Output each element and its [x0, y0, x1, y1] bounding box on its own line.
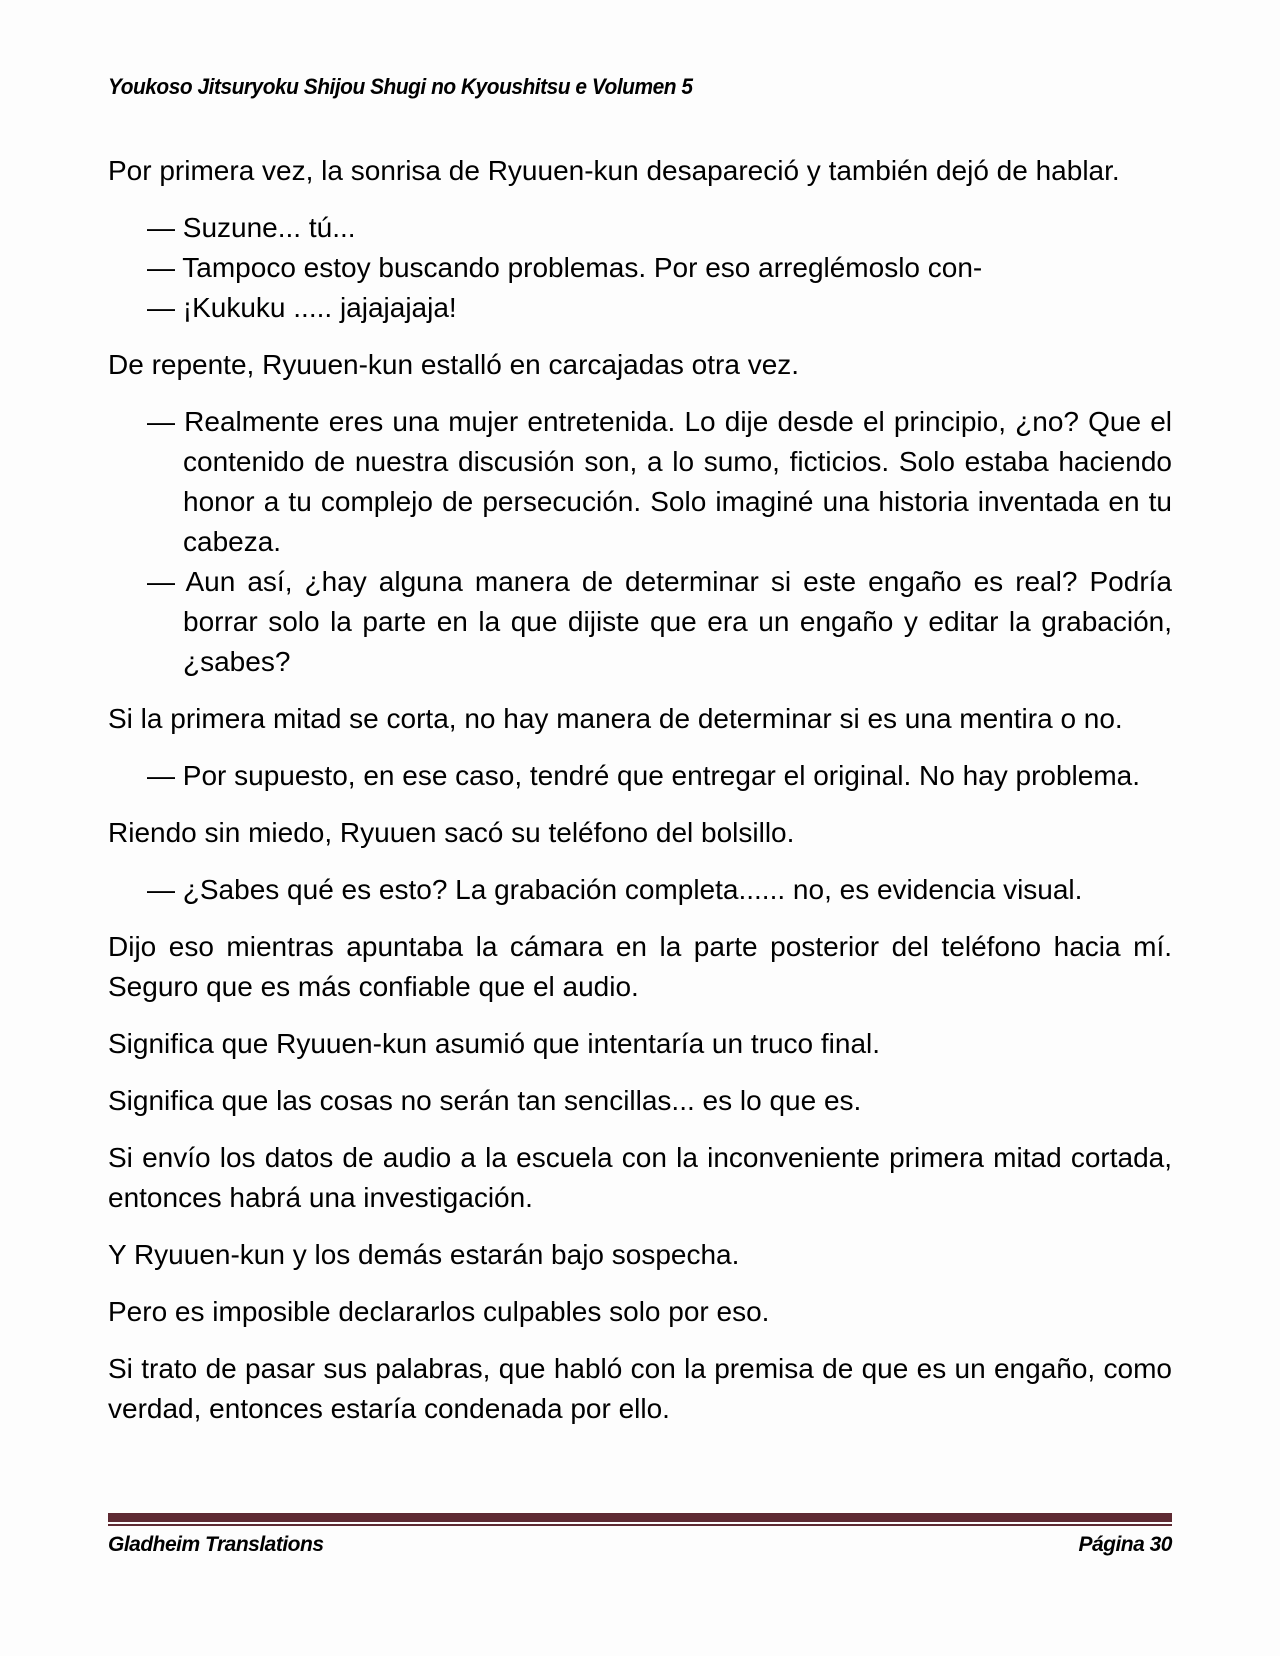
paragraph: Significa que Ryuuen-kun asumió que intentaría un truco final.	[108, 1028, 881, 1059]
paragraph: Y Ryuuen-kun y los demás estarán bajo sospecha.	[108, 1239, 740, 1270]
paragraph: Riendo sin miedo, Ryuuen sacó su teléfono del bolsillo.	[108, 817, 795, 848]
dialogue-paragraph: — Suzune... tú...	[147, 212, 356, 243]
paragraph: Por primera vez, la sonrisa de Ryuuen-kun desapareció y también dejó de hablar.	[108, 155, 1120, 186]
dialogue-paragraph: — Por supuesto, en ese caso, tendré que entregar el original. No hay problema.	[147, 760, 1141, 791]
footer-rule-thin	[108, 1524, 1172, 1526]
dialogue-paragraph: — Realmente eres una mujer entretenida. Lo dije desde el principio, ¿no? Que el contenido de nuestra discusión son, a lo sumo, ficticios. Solo estaba haciendo honor a tu complejo de persecución. Solo imaginé una historia inventada en tu cabeza.	[147, 406, 1172, 557]
footer-rule-thick	[108, 1513, 1172, 1522]
paragraph: Dijo eso mientras apuntaba la cámara en la parte posterior del teléfono hacia mí. Seguro que es más confiable que el audio.	[108, 931, 1172, 1002]
dialogue-paragraph: — ¿Sabes qué es esto? La grabación completa...... no, es evidencia visual.	[147, 874, 1083, 905]
dialogue-paragraph: — Aun así, ¿hay alguna manera de determinar si este engaño es real? Podría borrar solo la parte en la que dijiste que era un engaño y editar la grabación, ¿sabes?	[147, 566, 1172, 677]
header-title: Youkoso Jitsuryoku Shijou Shugi no Kyoushitsu e Volumen 5	[108, 74, 693, 99]
page-footer	[108, 1513, 1172, 1558]
page-body	[108, 134, 1172, 1446]
paragraph: Pero es imposible declararlos culpables solo por eso.	[108, 1296, 770, 1327]
footer-translator-credit: Gladheim Translations	[108, 1533, 324, 1556]
footer-page-number: Página 30	[1078, 1533, 1172, 1556]
page-header	[108, 74, 1172, 100]
paragraph: De repente, Ryuuen-kun estalló en carcajadas otra vez.	[108, 349, 800, 380]
dialogue-paragraph: — ¡Kukuku ..... jajajajaja!	[147, 292, 457, 323]
paragraph: Si la primera mitad se corta, no hay manera de determinar si es una mentira o no.	[108, 703, 1123, 734]
paragraph: Significa que las cosas no serán tan sencillas... es lo que es.	[108, 1085, 862, 1116]
footer-row	[108, 1532, 1172, 1558]
dialogue-paragraph: — Tampoco estoy buscando problemas. Por eso arreglémoslo con-	[147, 252, 983, 283]
paragraph: Si trato de pasar sus palabras, que habló con la premisa de que es un engaño, como verdad, entonces estaría condenada por ello.	[108, 1353, 1172, 1424]
paragraph: Si envío los datos de audio a la escuela con la inconveniente primera mitad cortada, entonces habrá una investigación.	[108, 1142, 1172, 1213]
